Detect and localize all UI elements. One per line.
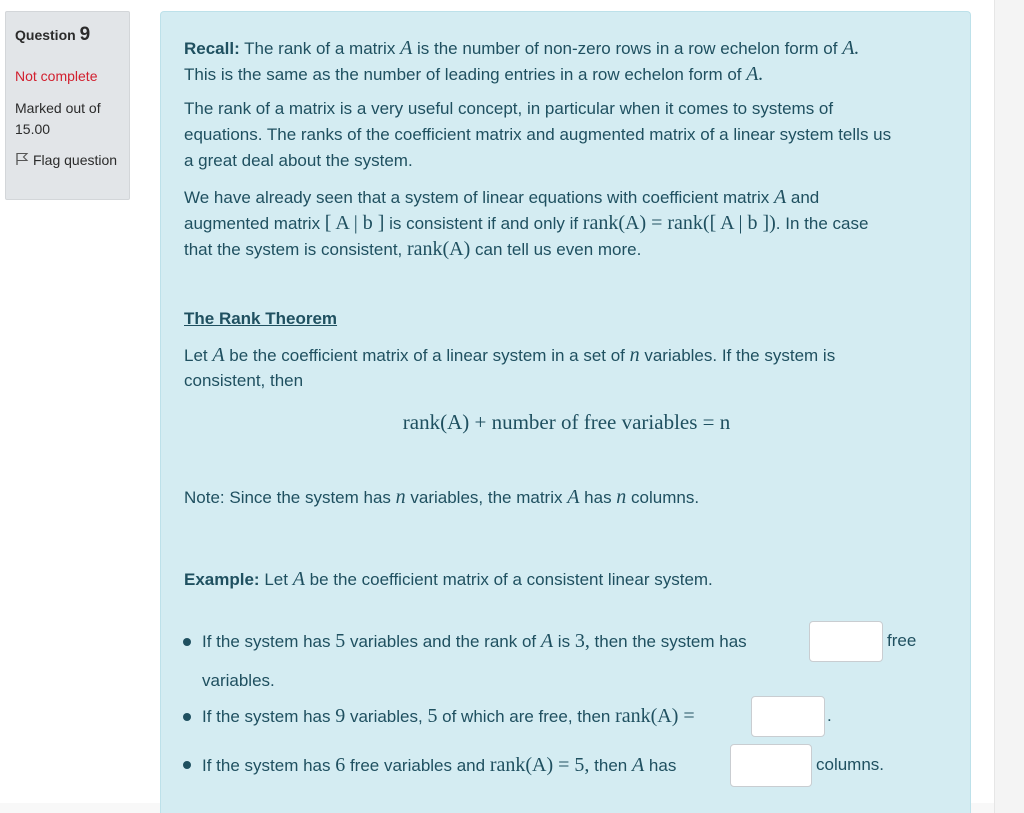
bullet-text: variables and the rank of [345,632,541,651]
bullet-text: of which are free, then [437,707,616,726]
question-info-panel [5,11,130,200]
page-scrollbar[interactable] [994,0,1024,813]
seen-text: augmented matrix [184,214,325,233]
math-A: A [292,568,305,590]
bullet-1-free-label: free [887,631,917,650]
rank-answer-input[interactable] [751,696,825,737]
recall-text: The rank of a matrix [239,39,401,58]
math-A: A. [746,63,764,85]
note-text: columns. [626,488,700,507]
rank-theorem-formula: rank(A) + number of free variables = n [402,410,731,434]
theorem-text: be the coefficient matrix of a linear system in a set of [224,346,630,365]
bullet-text: is [553,632,575,651]
example-text: Let [259,570,293,589]
math-number: 9 [335,705,346,727]
math-augmented-matrix: [ A | b ] [324,212,385,234]
question-state: Not complete [15,68,98,84]
bullet-2-marker [183,713,191,721]
math-A: A [567,486,580,508]
seen-text: that the system is consistent, [184,240,407,259]
bullet-1-wrap: variables. [202,671,275,690]
bullet-3-columns-label: columns. [816,755,885,774]
bullet-text: variables, [345,707,428,726]
note-line [184,484,699,511]
math-number: 5 [427,705,438,727]
recall-label: Recall: [184,39,240,58]
bullet-text: If the system has [202,707,336,726]
math-A: A [212,344,225,366]
recall-line-2 [184,61,763,88]
question-label: Question [15,27,76,43]
bullet-text: free variables and [345,756,490,775]
question-number [15,24,90,46]
bullet-3-marker [183,761,191,769]
example-label: Example: [184,570,260,589]
math-A: A [773,186,787,208]
rank-paragraph-line-3: a great deal about the system. [184,151,413,170]
note-text: variables, the matrix [405,488,568,507]
seen-line-3 [184,236,641,263]
free-variables-answer-input[interactable] [809,621,883,662]
math-A: A [540,630,554,652]
math-rank-equality: rank(A) = [615,705,695,727]
flag-question-label: Flag question [33,152,118,168]
seen-text: . In the case [775,214,869,233]
question-content [160,11,971,813]
math-n: n [616,486,627,508]
example-line [184,566,713,593]
bullet-2-period: . [827,706,832,725]
math-rank-equality: rank(A) = rank([ A | b ]) [582,212,776,234]
math-number: 5 [335,630,346,652]
seen-line-2 [184,210,868,237]
note-text: has [579,488,617,507]
note-text: Note: Since the system has [184,488,396,507]
example-text: be the coefficient matrix of a consistent linear system. [304,570,713,589]
math-A: A. [842,37,860,59]
rank-paragraph-line-2: equations. The ranks of the coefficient matrix and augmented matrix of a linear system tells us [184,125,892,144]
theorem-line-2: consistent, then [184,371,304,390]
math-A: A [400,37,413,59]
math-A: A [631,754,645,776]
recall-text: This is the same as the number of leading entries in a row echelon form of [184,65,747,84]
seen-line-1 [184,184,819,211]
rank-paragraph-line-1: The rank of a matrix is a very useful concept, in particular when it comes to systems of [184,99,834,118]
bullet-text: If the system has [202,756,336,775]
flag-outline-icon [15,152,29,166]
seen-text: We have already seen that a system of linear equations with coefficient matrix [184,188,774,207]
max-mark: 15.00 [15,121,51,137]
seen-text: and [786,188,820,207]
question-grade [15,98,101,140]
theorem-text: Let [184,346,213,365]
marked-out-of-label: Marked out of [15,100,101,116]
math-n: n [629,344,640,366]
theorem-line-1 [184,342,835,369]
math-number: 3, [574,630,590,652]
bullet-1-marker [183,638,191,646]
math-rank-equality: rank(A) = 5, [489,754,590,776]
recall-line-1 [184,35,859,62]
theorem-heading: The Rank Theorem [184,309,338,328]
columns-answer-input[interactable] [730,744,812,787]
question-number-value: 9 [79,24,91,45]
bullet-1-text [202,628,747,655]
theorem-text: variables. If the system is [639,346,836,365]
math-number: 6 [335,754,346,776]
seen-text: can tell us even more. [470,240,642,259]
seen-text: is consistent if and only if [384,214,583,233]
math-rank-A: rank(A) [406,238,471,260]
recall-text: is the number of non-zero rows in a row echelon form of [412,39,843,58]
math-n: n [395,486,406,508]
bullet-text: then the system has [589,632,747,651]
bullet-text: If the system has [202,632,336,651]
bullet-text: then [589,756,632,775]
bullet-2-text [202,703,695,730]
bullet-text: has [644,756,677,775]
bullet-3-text [202,752,676,779]
flag-question-link[interactable] [15,150,125,171]
